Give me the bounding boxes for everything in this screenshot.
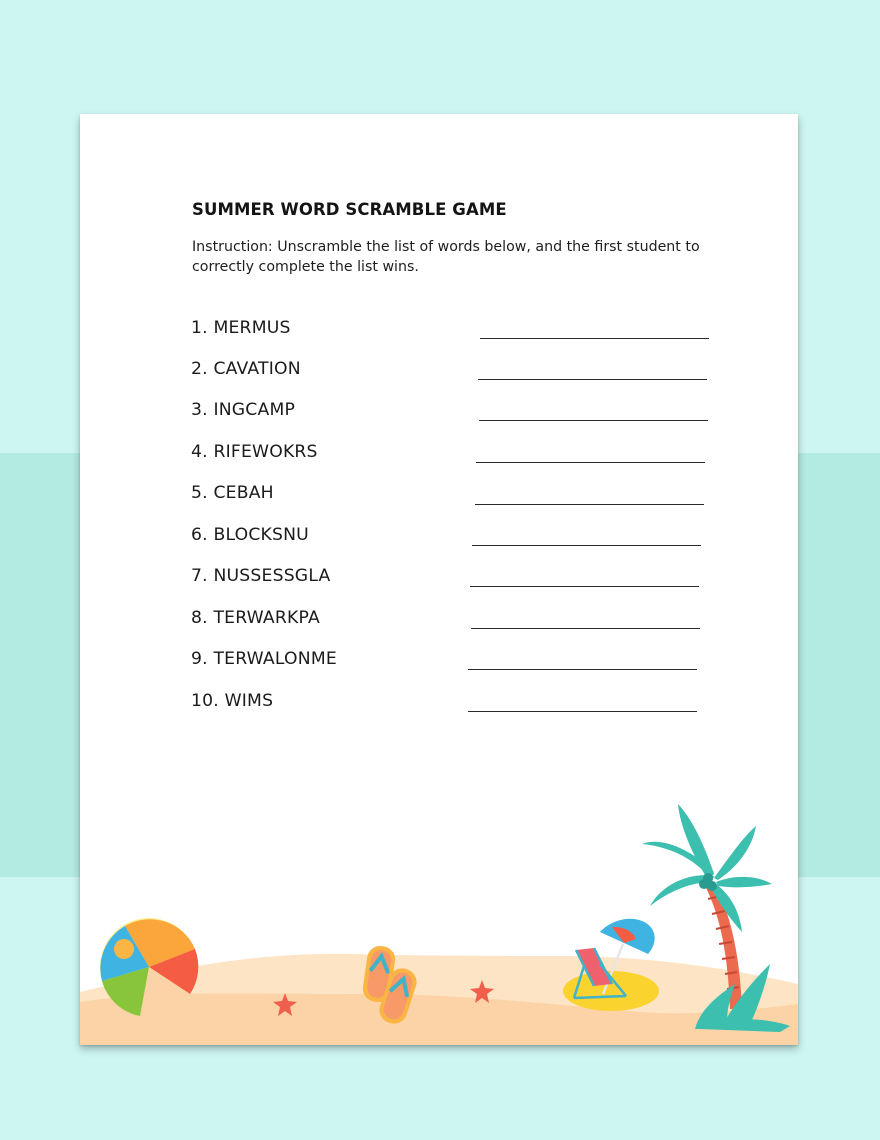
worksheet-page <box>80 114 798 1045</box>
beach-scene <box>80 114 798 1045</box>
scrambled-word: 8. TERWARKPA <box>191 608 320 628</box>
scrambled-word: 9. TERWALONME <box>191 649 337 669</box>
instruction-text: Instruction: Unscramble the list of words below, and the first student to correctly complete the list wins. <box>192 239 700 275</box>
scrambled-word: 3. INGCAMP <box>191 400 296 420</box>
scrambled-word: 5. CEBAH <box>191 483 274 503</box>
worksheet-title: SUMMER WORD SCRAMBLE GAME <box>192 200 507 219</box>
scrambled-word: 1. MERMUS <box>191 318 291 338</box>
beach-ball-icon <box>100 918 198 1017</box>
scrambled-word: 10. WIMS <box>191 691 274 711</box>
scrambled-word: 6. BLOCKSNU <box>191 525 309 545</box>
scrambled-word: 7. NUSSESSGLA <box>191 566 331 586</box>
scrambled-word: 4. RIFEWOKRS <box>191 442 318 462</box>
scrambled-word: 2. CAVATION <box>191 359 301 379</box>
